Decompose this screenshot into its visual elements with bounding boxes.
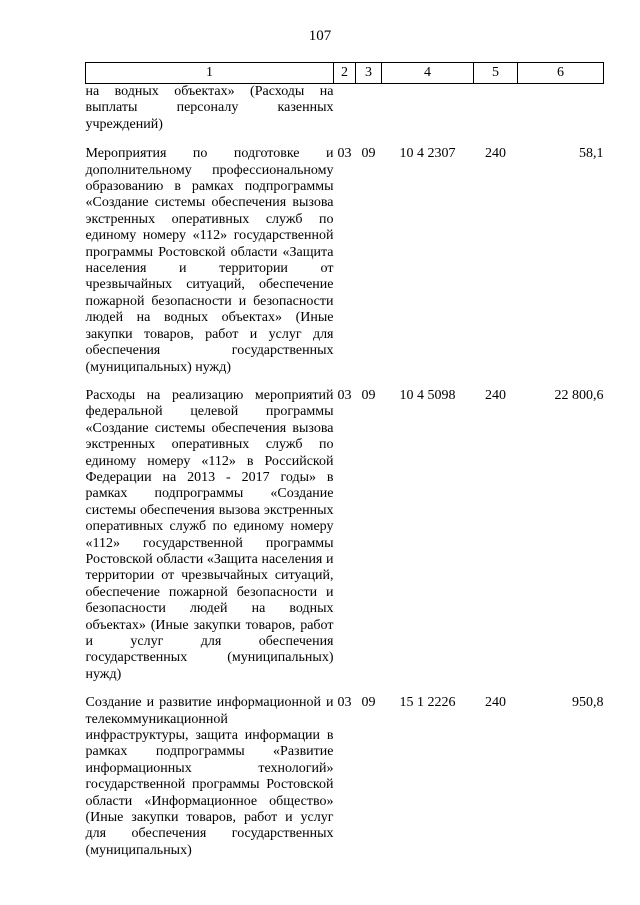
table-row: [86, 388, 604, 695]
table-header-row: [86, 63, 604, 84]
amount: 950,8: [572, 695, 604, 711]
subsection-code: 09: [361, 146, 376, 162]
expense-name: Расходы на реализацию мероприятий федеральной целевой программы «Создание системы обеспечения вызова экстренных оперативных служб по единому номеру «112» в Российской Федерации на 2013 - 2017 годы» в рамках подпрограммы «Создание системы обеспечения вызова экстренных оперативных служб по единому номеру «112» государственной программы Ростовской области «Защита населения и территории от чрезвычайных ситуаций, обеспечение пожарной безопасности и безопасности людей на водных объектах» (Иные закупки товаров, работ и услуг для обеспечения государственных (муниципальных) нужд): [85, 387, 334, 682]
table-row: [86, 143, 604, 388]
expense-type-code: [474, 84, 518, 144]
column-header: 4: [382, 63, 474, 84]
column-header: 1: [86, 63, 334, 84]
table-row: [86, 84, 604, 144]
expense-type-code: 240: [485, 387, 506, 403]
expense-type-code: 240: [485, 146, 506, 162]
column-header: 5: [474, 63, 518, 84]
subsection-code: 09: [361, 695, 376, 711]
table-row: [86, 695, 604, 859]
column-header: 2: [334, 63, 356, 84]
section-code: 03: [337, 387, 352, 403]
target-article-code: 15 1 2226: [399, 695, 456, 711]
expense-name: на водных объектах» (Расходы на выплаты персоналу казенных учреждений): [85, 84, 334, 132]
amount: 58,1: [579, 146, 604, 162]
target-article-code: [382, 84, 474, 144]
expense-type-code: 240: [485, 695, 506, 711]
column-header: 3: [356, 63, 382, 84]
amount: [518, 84, 604, 144]
target-article-code: 10 4 5098: [399, 387, 456, 403]
column-header: 6: [518, 63, 604, 84]
section-code: [334, 84, 356, 144]
page-number: 107: [308, 28, 332, 44]
expense-name: Создание и развитие информационной и телекоммуникационной инфраструктуры, защита информации в рамках подпрограммы «Развитие информационных технологий» государственной программы Ростовской области «Информационное общество» (Иные закупки товаров, работ и услуг для обеспечения государственных (муниципальных): [85, 695, 334, 858]
subsection-code: 09: [361, 387, 376, 403]
subsection-code: [356, 84, 382, 144]
budget-table: [85, 62, 604, 859]
section-code: 03: [337, 146, 352, 162]
section-code: 03: [337, 695, 352, 711]
expense-name: Мероприятия по подготовке и дополнительному профессиональному образованию в рамках подпрограммы «Создание системы обеспечения вызова экстренных оперативных служб по единому номеру «112» государственной программы Ростовской области «Защита населения и территории от чрезвычайных ситуаций, обеспечение пожарной безопасности и безопасности людей на водных объектах» (Иные закупки товаров, работ и услуг для обеспечения государственных (муниципальных) нужд): [85, 146, 334, 375]
amount: 22 800,6: [554, 387, 604, 403]
target-article-code: 10 4 2307: [399, 146, 456, 162]
